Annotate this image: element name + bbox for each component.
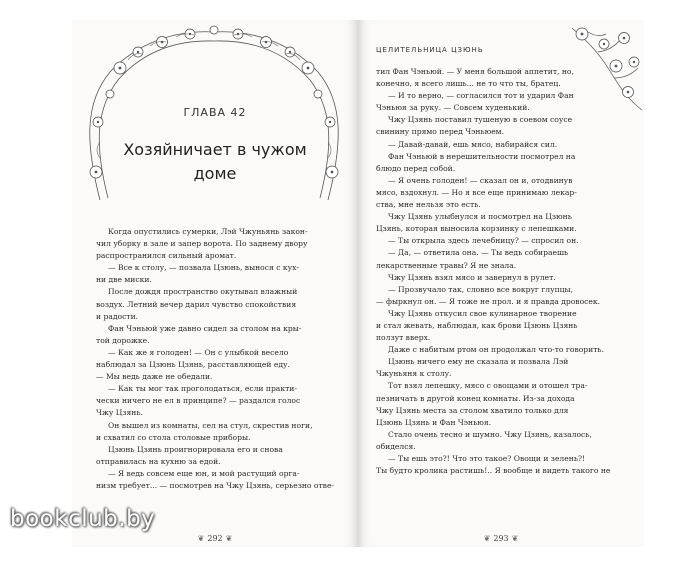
chapter-title: Хозяйничает в чужом доме [123, 140, 307, 183]
text-line: — фыркнул он. — Я тоже не прол. и я правда дровосек. [376, 296, 601, 306]
text-line: Стало очень тесно и шумно. Чжу Цзянь, казалось, [388, 429, 592, 439]
text-line: — Я очень голоден! — сказал он и, отодвинув [388, 175, 573, 185]
text-line: мясо, вздохнул. — Но я все еще принимаю лекар- [376, 187, 577, 197]
text-line: — Да, — ответила она. — Ты ведь собираешь [388, 248, 569, 258]
text-line: ства, мне нельзя это есть. [376, 200, 481, 210]
text-line: Когда опустились сумерки, Лэй Чжуньянь закон- [108, 227, 308, 236]
text-line: Цзюнь ничего ему не сказала и позвала Лэй [388, 357, 569, 367]
text-line: свинину прямо перед Чэньюем. [376, 127, 505, 137]
text-line: Чжу Цзянь поставил тушеную в соевом соусе [388, 115, 573, 125]
text-line: конечно, я всего лишь... не то что ты, братец. [376, 79, 561, 89]
ornament-icon: ❦ [483, 534, 491, 543]
ornament-icon: ❦ [197, 534, 205, 543]
text-line: — И то верно, — согласился тот и ударил Фан [388, 91, 574, 101]
text-line: Чжу Цзянь. [96, 408, 143, 418]
text-line: Чэньюя за руку. — Совсем худенький. [376, 103, 530, 113]
text-line: распространился сильный аромат. [96, 251, 237, 261]
folio-number: 292 [207, 534, 223, 543]
text-line: блюдо перед собой. [376, 163, 456, 173]
text-line: ни две миски. [96, 275, 152, 285]
ornament-icon: ❦ [511, 534, 519, 543]
text-line: — Ты ешь это?! Что это такое? Овощи и зелень?! [388, 454, 586, 463]
text-line: Чжу Цзянь места за столом хватило только для [376, 405, 569, 415]
text-line: — Как же я голоден! — Он с улыбкой весело [108, 347, 289, 357]
text-line: — Прозвучало так, словно все вокруг глупцы, [388, 284, 574, 294]
text-line: пезничать в другой конец комнаты. Из-за дохода [376, 393, 575, 403]
site-watermark: bookclub.by [10, 506, 156, 532]
text-line: Фан Чэньюй в нерешительности посмотрел на [388, 151, 576, 161]
right-body-text [376, 66, 624, 477]
text-line: обиделся. [376, 441, 416, 451]
text-line: — Я ведь совсем еще юн, и мой растущий орга- [108, 468, 300, 478]
text-line: Цзюнь Цзянь проигнорировала его и снова [108, 444, 283, 454]
text-line: Чжуньяня к столу. [376, 369, 452, 379]
text-line: — Как ты мог так проголодаться, если практи- [108, 384, 297, 394]
left-page [72, 20, 358, 547]
text-line: той дорожке. [96, 335, 150, 345]
text-line: — Все к столу, — позвала Цзюнь, вынося с кух- [108, 263, 299, 273]
text-line: — Давай-давай, ешь мясо, набирайся сил. [388, 139, 558, 149]
text-line: ползут вверх. [376, 333, 431, 343]
text-line: наблюдал за Цзюнь Цзянь, расставляющей еду. [96, 360, 290, 370]
text-line: отправилась на кухню за едой. [96, 456, 221, 466]
text-line: Тот взял лепешку, мясо с овощами и отошел тра- [388, 381, 588, 391]
text-line: чил уборку в зале и запер ворота. По заднему двору [96, 239, 308, 249]
text-line: — Ты открыла здесь лечебницу? — спросил он. [388, 236, 579, 246]
chapter-number: ГЛАВА 42 [183, 106, 247, 119]
text-line: — Мы ведь даже не обедали. [96, 372, 213, 382]
text-line: воздух. Летний вечер дарил чувство спокойствия [96, 299, 297, 309]
text-line: Чжу Цзянь взял мясо и завернул в рулет. [388, 272, 556, 282]
text-line: Цзюнь Цзянь и Фан Чэньюя. [376, 417, 492, 427]
text-line: и схватил со стола столовые приборы. [96, 432, 251, 442]
page-number-left [72, 534, 358, 543]
text-line: Чжу Цзянь улыбнулся и посмотрел на Цзюнь [388, 212, 572, 222]
text-line: Ты будто кролика растишь!.. Я вообще и видеть такого не [376, 466, 611, 476]
text-line: и радости. [96, 311, 139, 321]
ornament-icon: ❦ [225, 534, 233, 543]
text-line: Чжу Цзянь откусил свое кулинарное творение [388, 308, 577, 318]
text-line: чески ничего не ел в принципе? — раздался голос [96, 396, 301, 406]
text-line: После дождя пространство окутывал влажный [108, 287, 298, 297]
text-line: Фан Чэньюй уже давно сидел за столом на кры- [108, 323, 302, 333]
text-line: низм требует... — посмотрев на Чжу Цзянь, серьезно отве- [96, 480, 334, 490]
text-line: Он вышел из комнаты, сел на стул, скрестив ноги, [108, 420, 313, 430]
text-line: Даже с набитым ртом он продолжал что-то говорить. [388, 345, 604, 355]
text-line: и стал жевать, наблюдая, как брови Цзюнь Цзянь [376, 320, 578, 330]
page-number-right [358, 534, 644, 543]
left-body-text [96, 226, 346, 492]
text-line: лекарственные травы? Я не знала. [376, 260, 517, 270]
folio-number: 293 [493, 534, 509, 543]
running-head: ЦЕЛИТЕЛЬНИЦА ЦЗЮНЬ [376, 46, 484, 54]
right-page [358, 20, 644, 547]
text-line: Цзянь, которая выносила корзинку с лепешками. [376, 224, 577, 234]
text-line: тил Фан Чэньюй. — У меня большой аппетит, но, [376, 67, 574, 76]
